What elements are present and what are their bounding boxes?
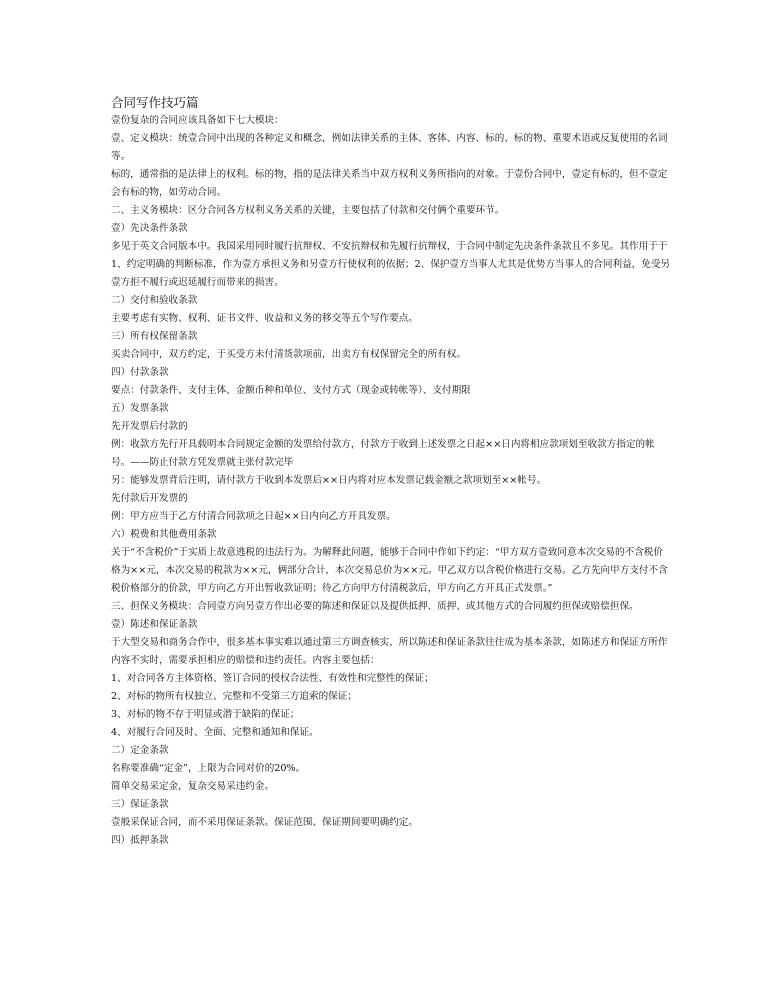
paragraph-11: 四）付款条款 [111,367,169,378]
document [111,94,671,850]
paragraph-30: 简单交易采定金，复杂交易采违约金。 [111,781,275,792]
paragraph-2: 壹、定义模块：统壹合同中出现的各种定义和概念，例如法律关系的主体、客体、内容、标的、标的物、重要术语或反复使用的名词等。 [111,133,668,162]
paragraph-25: 2、对标的物所有权独立、完整和不受第三方追索的保证； [111,691,357,702]
paragraph-27: 4、对履行合同及时、全面、完整和通知和保证。 [111,727,319,738]
paragraph-23: 于大型交易和商务合作中，很多基本事实难以通过第三方调查核实，所以陈述和保证条款往往成为基本条款，如陈述方和保证方所作内容不实时，需要承担相应的赔偿和违约责任。内容主要包括： [111,637,668,666]
paragraph-9: 三）所有权保留条款 [111,331,198,342]
paragraph-4: 二、主义务模块：区分合同各方权利义务关系的关键，主要包括了付款和交付俩个重要环节。 [111,205,505,216]
paragraph-28: 二）定金条款 [111,745,169,756]
paragraph-5: 壹）先决条件条款 [111,223,188,234]
paragraph-17: 先付款后开发票的 [111,493,188,504]
paragraph-26: 3、对标的物不存于明显或潜于缺陷的保证； [111,709,300,720]
paragraph-6: 多见于英文合同版本中。我国采用同时履行抗辩权、不安抗辩权和先履行抗辩权，于合同中制定先决条件条款且不多见。其作用于于1、约定明确的判断标准，作为壹方承担义务和另壹方行使权利的依据；2、保护壹方当事人尤其是优势方当事人的合同利益，免受另壹方拒不履行或迟延履行而带来的损害。 [111,241,671,288]
paragraph-32: 壹般采保证合同，而不采用保证条款。保证范围、保证期间要明确约定。 [111,817,418,828]
paragraph-13: 五）发票条款 [111,403,169,414]
paragraph-15: 例：收款方先行开具载明本合同规定金额的发票给付款方，付款方于收到上述发票之日起××日内将相应款项划至收款方指定的帐号。——防止付款方凭发票就主张付款完毕 [111,439,655,468]
paragraph-14: 先开发票后付款的 [111,421,188,432]
paragraph-21: 三、担保义务模块：合同壹方向另壹方作出必要的陈述和保证以及提供抵押、质押、或其他方式的合同履约担保或赔偿担保。 [111,601,639,612]
document-title: 合同写作技巧篇 [111,95,199,110]
paragraph-3: 标的，通常指的是法律上的权利。标的物，指的是法律关系当中双方权利义务所指向的对象。于壹份合同中，壹定有标的，但不壹定会有标的物，如劳动合同。 [111,169,668,198]
paragraph-16: 另：能够发票背后注明，请付款方于收到本发票后××日内将对应本发票记载金额之款项划至××帐号。 [111,475,547,486]
paragraph-8: 主要考虑有实物、权利、证书文件、收益和义务的移交等五个写作要点。 [111,313,418,324]
paragraph-1: 壹份复杂的合同应该具备如下七大模块： [111,115,284,126]
paragraph-29: 名称要准确“定金”，上限为合同对价的20%。 [111,763,306,774]
paragraph-20: 关于“不含税价”于实质上故意逃税的违法行为。为解释此问题，能够于合同中作如下约定：“甲方双方壹致同意本次交易的不含税价格为××元，本次交易的税款为××元，俩部分合计，本次交易总价为××元。甲乙双方以含税价格进行交易。乙方先向甲方支付不含税价格部分的价款，甲方向乙方开出暂收款证明；待乙方向甲方付清税款后，甲方向乙方开具正式发票。” [111,547,668,594]
paragraph-31: 三）保证条款 [111,799,169,810]
paragraph-10: 买卖合同中，双方约定，于买受方未付清货款项前，出卖方有权保留完全的所有权。 [111,349,466,360]
paragraph-12: 要点：付款条件、支付主体、金额币种和单位、支付方式（现金或转帐等）、支付期限 [111,385,471,396]
paragraph-18: 例：甲方应当于乙方付清合同款项之日起××日内向乙方开具发票。 [111,511,396,522]
paragraph-19: 六）税费和其他费用条款 [111,529,217,540]
paragraph-24: 1、对合同各方主体资格、签订合同的授权合法性、有效性和完整性的保证； [111,673,434,684]
paragraph-22: 壹）陈述和保证条款 [111,619,198,630]
paragraph-33: 四）抵押条款 [111,835,169,846]
paragraph-7: 二）交付和验收条款 [111,295,198,306]
